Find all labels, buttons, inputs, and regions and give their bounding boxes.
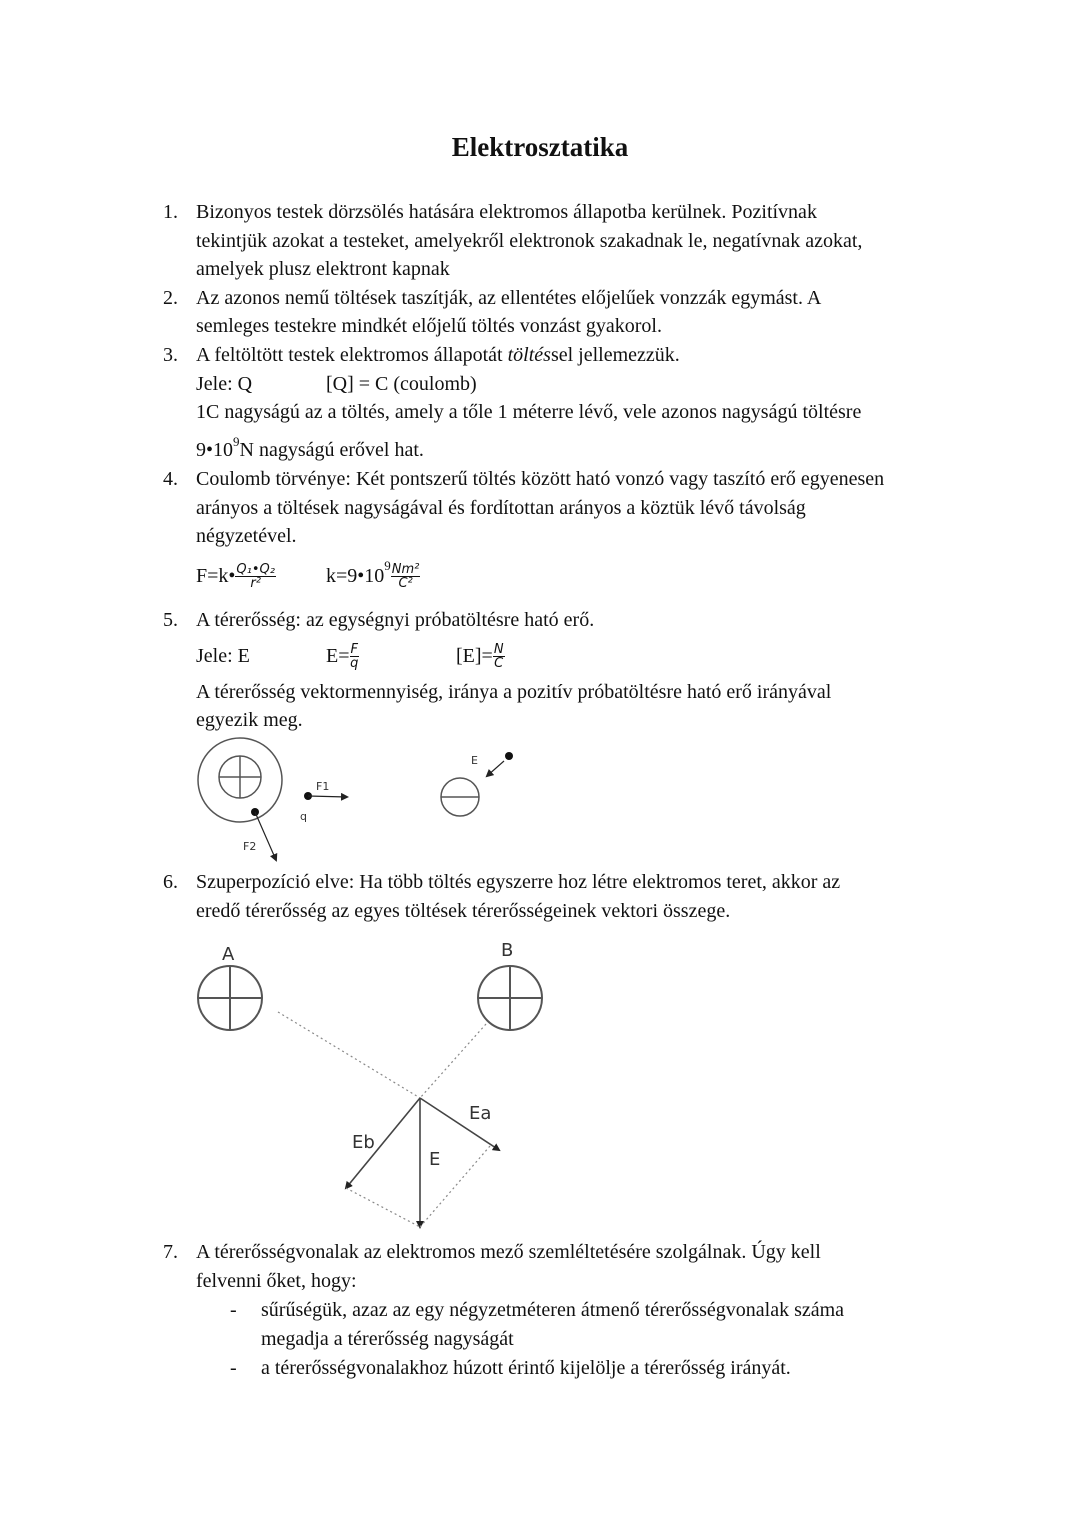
eb-label: Eb [352, 1132, 375, 1153]
figure-superposition [198, 940, 542, 1227]
item-number: 4. [163, 468, 178, 490]
numerator: Nm² [391, 561, 420, 577]
text-run: N nagyságú erővel hat. [239, 439, 424, 461]
item-number: 6. [163, 871, 178, 893]
item-2-line-2: semleges testekre mindkét előjelű töltés vonzást gyakorol. [196, 315, 662, 337]
parallelogram-side [346, 1188, 420, 1227]
charge-unit: [Q] = C (coulomb) [326, 373, 477, 395]
numerator: F [350, 641, 358, 657]
bullet-dash: - [230, 1299, 237, 1321]
item-7-line-2: felvenni őket, hogy: [196, 1270, 357, 1292]
item-1-line-2: tekintjük azokat a testeket, amelyekről elektronok szakadnak le, negatívnak azokat, [196, 230, 863, 252]
item-6-line-1: Szuperpozíció elve: Ha több töltés egyszerre hoz létre elektromos teret, akkor az [196, 871, 841, 893]
item-5-line-3: egyezik meg. [196, 709, 303, 731]
f2-label: F2 [243, 840, 257, 853]
ea-label: Ea [469, 1103, 492, 1124]
e-label: E [471, 754, 478, 767]
e-arrow [487, 761, 504, 776]
text-run: sel jellemezzük. [550, 344, 680, 366]
bullet-dash: - [230, 1357, 237, 1379]
item-number: 5. [163, 609, 178, 631]
q-label: q [300, 810, 307, 823]
item-1-line-1: Bizonyos testek dörzsölés hatására elektromos állapotba kerülnek. Pozitívnak [196, 201, 817, 223]
coulomb-definition: 1C nagyságú az a töltés, amely a tőle 1 méterre lévő, vele azonos nagyságú töltésre [196, 401, 862, 423]
bullet-1-line-2: megadja a térerősség nagyságát [261, 1328, 514, 1350]
denominator: q [350, 655, 359, 671]
bullet-1-line-1: sűrűségük, azaz az egy négyzetméteren átmenő térerősségvonalak száma [261, 1299, 845, 1321]
page-title: Elektrosztatika [451, 132, 629, 162]
item-number: 3. [163, 344, 178, 366]
exponent: 9 [233, 434, 240, 449]
item-number: 7. [163, 1241, 178, 1263]
denominator: C² [398, 575, 413, 591]
item-5-line-1: A térerősség: az egységnyi próbatöltésre ható erő. [196, 609, 595, 631]
numerator: Q₁•Q₂ [236, 561, 275, 577]
item-1-line-3: amelyek plusz elektront kapnak [196, 258, 450, 280]
figure-positive-charge-field [198, 738, 347, 860]
bullet-2-line-1: a térerősségvonalakhoz húzott érintő kijelölje a térerősség irányát. [261, 1357, 791, 1379]
numerator: N [493, 641, 504, 657]
text-run: [E]= [456, 645, 493, 667]
denominator: C [494, 655, 504, 671]
item-number: 2. [163, 287, 178, 309]
f1-arrow [308, 796, 347, 797]
charge-a-label: A [222, 944, 235, 965]
emphasis-text: töltés [507, 344, 551, 366]
denominator: r² [250, 575, 261, 591]
exponent: 9 [384, 558, 391, 573]
dotted-line-b [420, 1024, 486, 1098]
field-symbol: Jele: E [196, 645, 250, 667]
item-4-line-1: Coulomb törvénye: Két pontszerű töltés között ható vonzó vagy taszító erő egyenesen [196, 468, 885, 490]
text-run: F=k• [196, 565, 236, 587]
item-4-line-3: négyzetével. [196, 525, 297, 547]
f1-label: F1 [316, 780, 330, 793]
item-4-line-2: arányos a töltések nagyságával és fordítottan arányos a köztük lévő távolság [196, 497, 806, 519]
item-5-line-2: A térerősség vektormennyiség, iránya a pozitív próbatöltésre ható erő irányával [196, 681, 832, 703]
figure-negative-charge-field [441, 752, 513, 816]
e-resultant-label: E [429, 1149, 441, 1170]
charge-b-label: B [501, 940, 514, 961]
item-2-line-1: Az azonos nemű töltések taszítják, az ellentétes előjelűek vonzzák egymást. A [196, 287, 822, 309]
item-number: 1. [163, 201, 178, 223]
text-run: A feltöltött testek elektromos állapotát [196, 344, 508, 366]
test-charge-dot [505, 752, 513, 760]
f2-arrow [255, 812, 276, 860]
item-7-line-1: A térerősségvonalak az elektromos mező szemléltetésére szolgálnak. Úgy kell [196, 1241, 821, 1263]
charge-symbol: Jele: Q [196, 373, 253, 395]
dotted-line-a [278, 1012, 420, 1098]
text-run: k=9•10 [326, 565, 385, 587]
text-run: 9•10 [196, 439, 234, 461]
item-6-line-2: eredő térerősség az egyes töltések térerősségeinek vektori összege. [196, 900, 731, 922]
text-run: E= [326, 645, 350, 667]
